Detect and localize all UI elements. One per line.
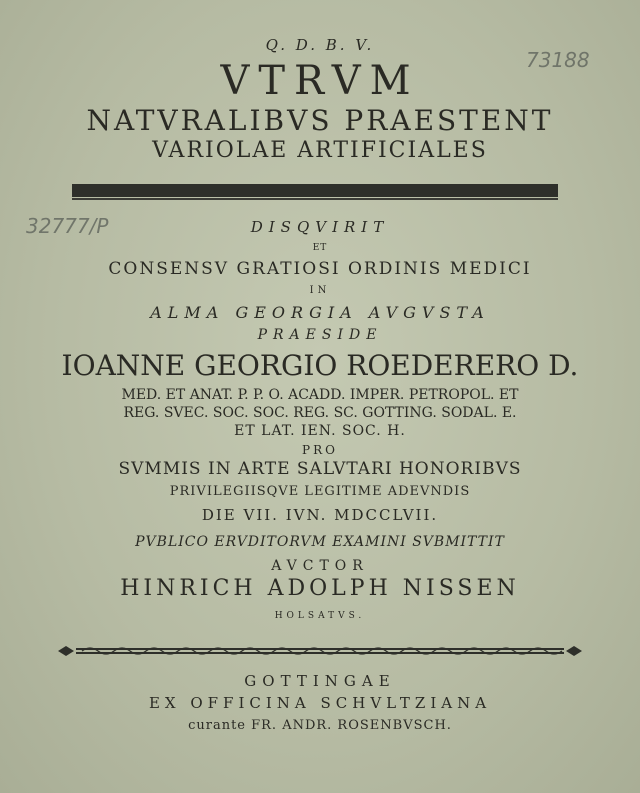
title-line-1: VTRVM — [220, 58, 420, 104]
disquirit-line: DISQVIRIT — [250, 218, 390, 236]
praeses-titles-1: MED. ET ANAT. P. P. O. ACADD. IMPER. PETROPOL. ET — [121, 387, 519, 403]
privilegiis-line: PRIVILEGIISQVE LEGITIME ADEVNDIS — [169, 484, 471, 499]
holsatus-line: HOLSATVS. — [274, 611, 366, 621]
alma-line: ALMA GEORGIA AVGVSTA — [150, 303, 490, 322]
title-rule-thick — [72, 184, 558, 197]
praeses-titles-2: REG. SVEC. SOC. SOC. REG. SC. GOTTING. SODAL. E. — [123, 405, 517, 421]
author-name: HINRICH ADOLPH NISSEN — [120, 576, 520, 601]
in-line: IN — [309, 285, 331, 296]
imprint-place: GOTTINGAE — [244, 672, 396, 690]
ornamental-border — [58, 644, 582, 658]
pro-line: PRO — [302, 443, 338, 457]
publico-line: PVBLICO ERVDITORVM EXAMINI SVBMITTIT — [135, 534, 505, 550]
praeside-line: PRAESIDE — [257, 327, 383, 343]
imprint-curante: curante FR. ANDR. ROSENBVSCH. — [188, 718, 452, 733]
title-line-2: NATVRALIBVS PRAESTENT — [86, 104, 554, 137]
imprint-officina: EX OFFICINA SCHVLTZIANA — [148, 694, 492, 712]
qdbv-line: Q. D. B. V. — [265, 36, 375, 54]
catalog-number-top-right: 73188 — [526, 48, 590, 72]
consensu-line: CONSENSV GRATIOSI ORDINIS MEDICI — [108, 259, 532, 279]
summis-line: SVMMIS IN ARTE SALVTARI HONORIBVS — [118, 459, 522, 479]
catalog-number-left: 32777/P — [26, 214, 109, 238]
et-line: ET — [312, 243, 328, 253]
title-rule-thin — [72, 198, 558, 200]
praeses-name: IOANNE GEORGIO ROEDERERO D. — [61, 349, 579, 382]
title-line-3: VARIOLAE ARTIFICIALES — [152, 138, 488, 163]
auctor-line: AVCTOR — [271, 558, 369, 574]
date-line: DIE VII. IVN. MDCCLVII. — [201, 506, 439, 524]
praeses-titles-3: ET LAT. IEN. SOC. H. — [234, 423, 406, 439]
